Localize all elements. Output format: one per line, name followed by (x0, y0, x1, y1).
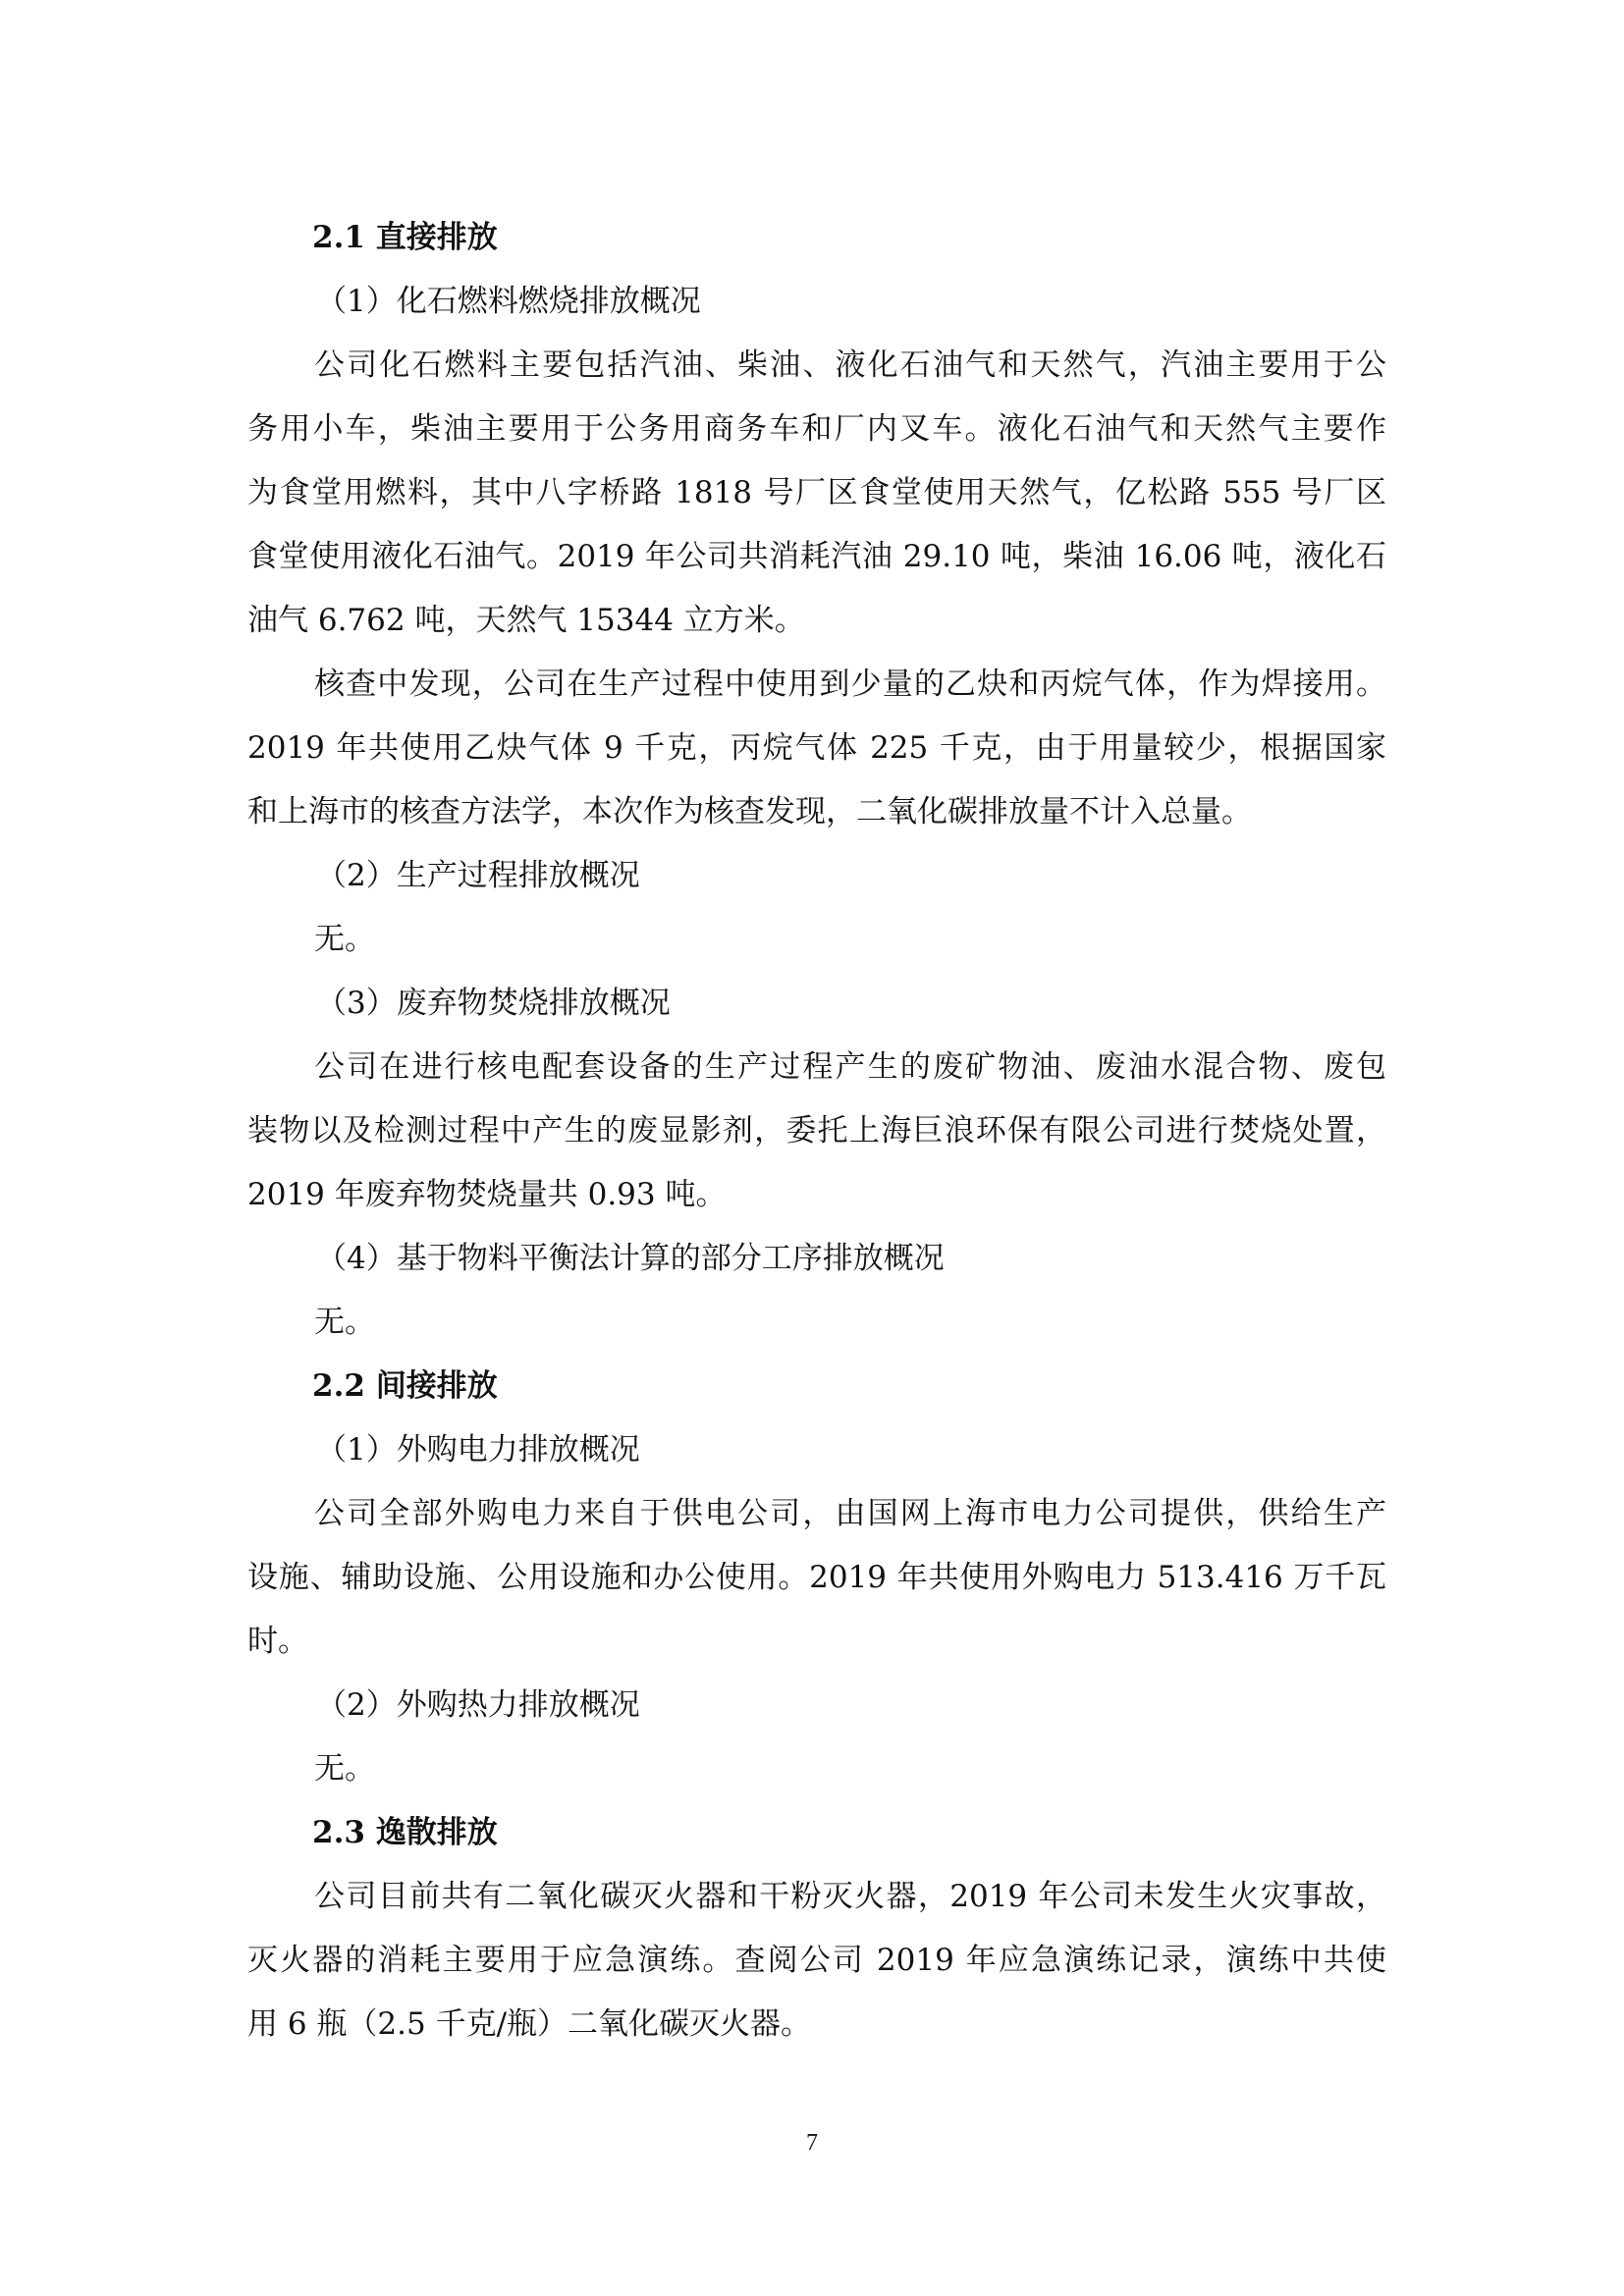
paragraph-line: 和上海市的核查方法学，本次作为核查发现，二氧化碳排放量不计入总量。 (247, 794, 1252, 829)
paragraph-line: 设施、辅助设施、公用设施和办公使用。2019 年共使用外购电力 513.416 万千瓦 (247, 1560, 1386, 1595)
waste-incineration-paragraph (247, 1036, 1386, 1227)
purchased-electricity-paragraph (247, 1482, 1386, 1674)
paragraph-line: 2019 年共使用乙炔气体 9 千克，丙烷气体 225 千克，由于用量较少，根据国家 (247, 730, 1386, 766)
verification-finding-paragraph (247, 653, 1386, 844)
section-2-3-heading: 2.3 逸散排放 (312, 1815, 498, 1850)
fossil-fuel-subheading: （1）化石燃料燃烧排放概况 (316, 284, 701, 319)
section-2-1-heading: 2.1 直接排放 (312, 220, 498, 255)
process-emission-text: 无。 (314, 922, 375, 957)
material-balance-text: 无。 (314, 1305, 375, 1340)
paragraph-line: 公司目前共有二氧化碳灭火器和干粉灭火器，2019 年公司未发生火灾事故， (314, 1879, 1386, 1914)
paragraph-line: 核查中发现，公司在生产过程中使用到少量的乙炔和丙烷气体，作为焊接用。 (314, 667, 1386, 702)
paragraph-line: 公司全部外购电力来自于供电公司，由国网上海市电力公司提供，供给生产 (314, 1496, 1386, 1531)
paragraph-line: 油气 6.762 吨，天然气 15344 立方米。 (247, 603, 805, 638)
paragraph-line: 灭火器的消耗主要用于应急演练。查阅公司 2019 年应急演练记录，演练中共使 (247, 1943, 1386, 1978)
paragraph-line: 时。 (247, 1624, 308, 1659)
paragraph-line: 用 6 瓶（2.5 千克/瓶）二氧化碳灭火器。 (247, 2006, 812, 2042)
page-number: 7 (806, 2130, 818, 2156)
fugitive-emission-paragraph (247, 1865, 1386, 2056)
paragraph-line: 公司在进行核电配套设备的生产过程产生的废矿物油、废油水混合物、废包 (314, 1049, 1386, 1085)
paragraph-line: 2019 年废弃物焚烧量共 0.93 吨。 (247, 1177, 727, 1212)
material-balance-subheading: （4）基于物料平衡法计算的部分工序排放概况 (316, 1241, 945, 1276)
paragraph-line: 食堂使用液化石油气。2019 年公司共消耗汽油 29.10 吨，柴油 16.06 吨，液化石 (247, 539, 1386, 574)
purchased-heat-subheading: （2）外购热力排放概况 (316, 1687, 640, 1723)
paragraph-line: 务用小车，柴油主要用于公务用商务车和厂内叉车。液化石油气和天然气主要作 (247, 411, 1386, 447)
purchased-heat-text: 无。 (314, 1751, 375, 1787)
section-2-2-heading: 2.2 间接排放 (312, 1368, 498, 1404)
paragraph-line: 装物以及检测过程中产生的废显影剂，委托上海巨浪环保有限公司进行焚烧处置， (247, 1113, 1386, 1148)
waste-incineration-subheading: （3）废弃物焚烧排放概况 (316, 986, 671, 1021)
paragraph-line: 为食堂用燃料，其中八字桥路 1818 号厂区食堂使用天然气，亿松路 555 号厂区 (247, 475, 1386, 510)
document-body (247, 206, 1386, 2056)
process-emission-subheading: （2）生产过程排放概况 (316, 858, 640, 893)
fossil-fuel-paragraph (247, 334, 1386, 653)
purchased-electricity-subheading: （1）外购电力排放概况 (316, 1432, 640, 1468)
paragraph-line: 公司化石燃料主要包括汽油、柴油、液化石油气和天然气，汽油主要用于公 (314, 347, 1386, 383)
